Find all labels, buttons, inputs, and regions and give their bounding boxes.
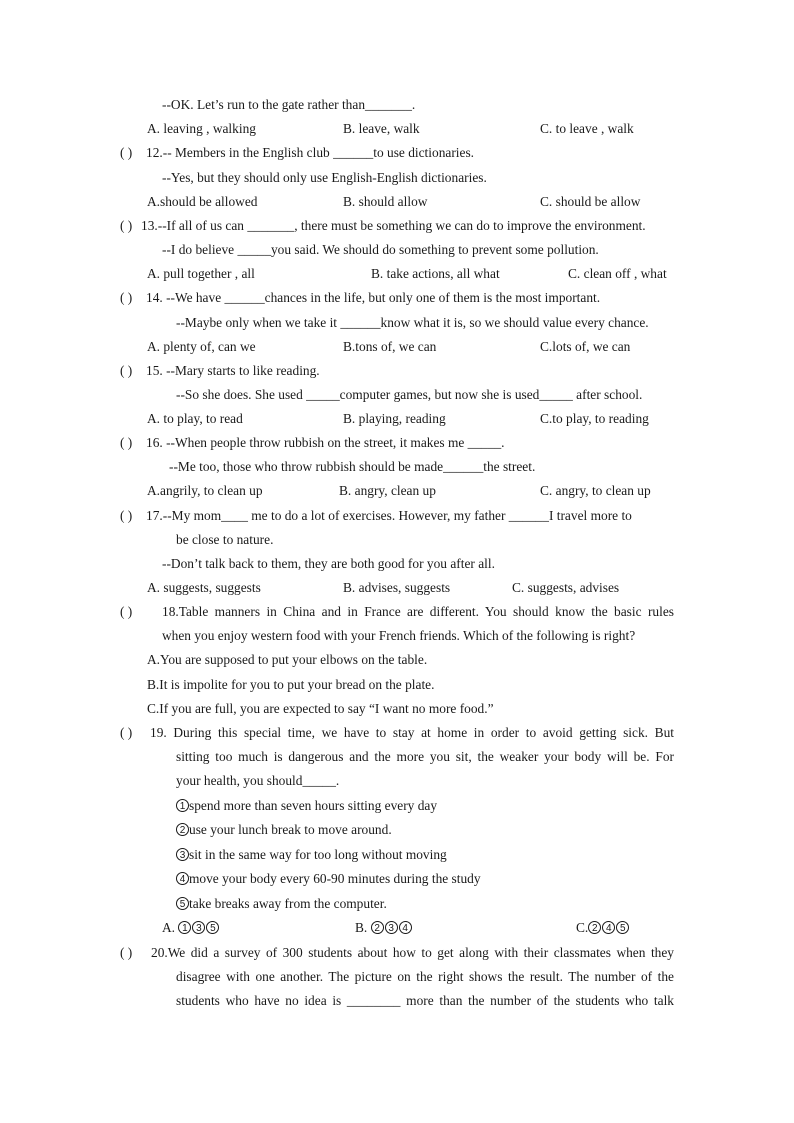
q16-option-a: A.angrily, to clean up	[147, 483, 263, 498]
q11-option-c: C. to leave , walk	[540, 121, 634, 136]
q13-option-b: B. take actions, all what	[371, 266, 500, 281]
q19-item: 2 use your lunch break to move around.	[176, 822, 392, 838]
q16-option-c: C. angry, to clean up	[540, 483, 651, 498]
q13-line1: 13.--If all of us can _______, there must be something we can do to improve the environment.	[141, 218, 646, 233]
q14-line2: --Maybe only when we take it ______know what it is, so we should value every chance.	[176, 315, 649, 330]
q19-item: 5 take breaks away from the computer.	[176, 896, 387, 912]
q17-line3: --Don’t talk back to them, they are both good for you after all.	[162, 556, 495, 571]
q11-option-a: A. leaving , walking	[147, 121, 256, 136]
q16-option-b: B. angry, clean up	[339, 483, 436, 498]
q19-answer-blank[interactable]: ( )	[120, 725, 133, 740]
q20-line3: students who have no idea is ________ more than the number of the students who talk	[176, 993, 674, 1008]
q17-option-c: C. suggests, advises	[512, 580, 620, 595]
q11-option-b: B. leave, walk	[343, 121, 420, 136]
q19-item: 3 sit in the same way for too long without moving	[176, 847, 447, 863]
circled-number: 3	[176, 848, 189, 861]
q18-answer-blank[interactable]: ( )	[120, 604, 133, 619]
q15-option-a: A. to play, to read	[147, 411, 243, 426]
q13-option-a: A. pull together , all	[147, 266, 255, 281]
q13-answer-blank[interactable]: ( )	[120, 218, 133, 233]
q19-item: 1 spend more than seven hours sitting every day	[176, 798, 437, 814]
q12-answer-blank[interactable]: ( )	[120, 145, 133, 160]
q15-line2: --So she does. She used _____computer games, but now she is used_____ after school.	[176, 387, 643, 402]
q12-line2: --Yes, but they should only use English-English dictionaries.	[162, 170, 487, 185]
q20-line2: disagree with one another. The picture on the right shows the result. The number of the	[176, 969, 674, 984]
q14-line1: 14. --We have ______chances in the life, but only one of them is the most important.	[146, 290, 601, 305]
q14-option-b: B.tons of, we can	[343, 339, 437, 354]
q19-line2: sitting too much is dangerous and the more you sit, the weaker your body will be. For	[176, 749, 674, 764]
q12-option-a: A.should be allowed	[147, 194, 258, 209]
q16-line1: 16. --When people throw rubbish on the street, it makes me _____.	[146, 435, 505, 450]
q16-answer-blank[interactable]: ( )	[120, 435, 133, 450]
circled-number: 5	[176, 897, 189, 910]
q12-line1: 12.-- Members in the English club ______to use dictionaries.	[146, 145, 475, 160]
circled-number: 4	[176, 872, 189, 885]
q15-option-c: C.to play, to reading	[540, 411, 649, 426]
q17-option-a: A. suggests, suggests	[147, 580, 261, 595]
q19-option-c: C. 2 4 5	[576, 920, 629, 936]
q20-answer-blank[interactable]: ( )	[120, 945, 133, 960]
circled-number: 1	[176, 799, 189, 812]
q19-item: 4 move your body every 60-90 minutes during the study	[176, 871, 481, 887]
q14-option-a: A. plenty of, can we	[147, 339, 256, 354]
q18-option-b: B.It is impolite for you to put your bread on the plate.	[147, 677, 435, 692]
q15-answer-blank[interactable]: ( )	[120, 363, 133, 378]
circled-number: 2	[176, 823, 189, 836]
q17-line1: 17.--My mom____ me to do a lot of exercises. However, my father ______I travel more to	[146, 508, 632, 523]
q16-line2: --Me too, those who throw rubbish should be made______the street.	[169, 459, 536, 474]
q18-line1: 18.Table manners in China and in France are different. You should know the basic rules	[162, 604, 674, 619]
q19-line3: your health, you should_____.	[176, 773, 340, 788]
q13-option-c: C. clean off , what	[568, 266, 667, 281]
q17-option-b: B. advises, suggests	[343, 580, 451, 595]
q12-option-b: B. should allow	[343, 194, 428, 209]
q14-answer-blank[interactable]: ( )	[120, 290, 133, 305]
q12-option-c: C. should be allow	[540, 194, 641, 209]
q13-line2: --I do believe _____you said. We should do something to prevent some pollution.	[162, 242, 599, 257]
q15-option-b: B. playing, reading	[343, 411, 446, 426]
q19-option-a: A. 1 3 5	[162, 920, 219, 936]
q17-answer-blank[interactable]: ( )	[120, 508, 133, 523]
q14-option-c: C.lots of, we can	[540, 339, 631, 354]
q18-option-c: C.If you are full, you are expected to say “I want no more food.”	[147, 701, 494, 716]
q18-line2: when you enjoy western food with your French friends. Which of the following is right?	[162, 628, 636, 643]
q20-line1: 20.We did a survey of 300 students about how to get along with their classmates when they	[151, 945, 674, 960]
q19-option-b: B. 2 3 4	[355, 920, 412, 936]
q17-line2: be close to nature.	[176, 532, 274, 547]
q18-option-a: A.You are supposed to put your elbows on the table.	[147, 652, 428, 667]
q19-line1: 19. During this special time, we have to stay at home in order to avoid getting sick. But	[150, 725, 674, 740]
q15-line1: 15. --Mary starts to like reading.	[146, 363, 320, 378]
q11-line: --OK. Let’s run to the gate rather than_______.	[162, 97, 416, 112]
